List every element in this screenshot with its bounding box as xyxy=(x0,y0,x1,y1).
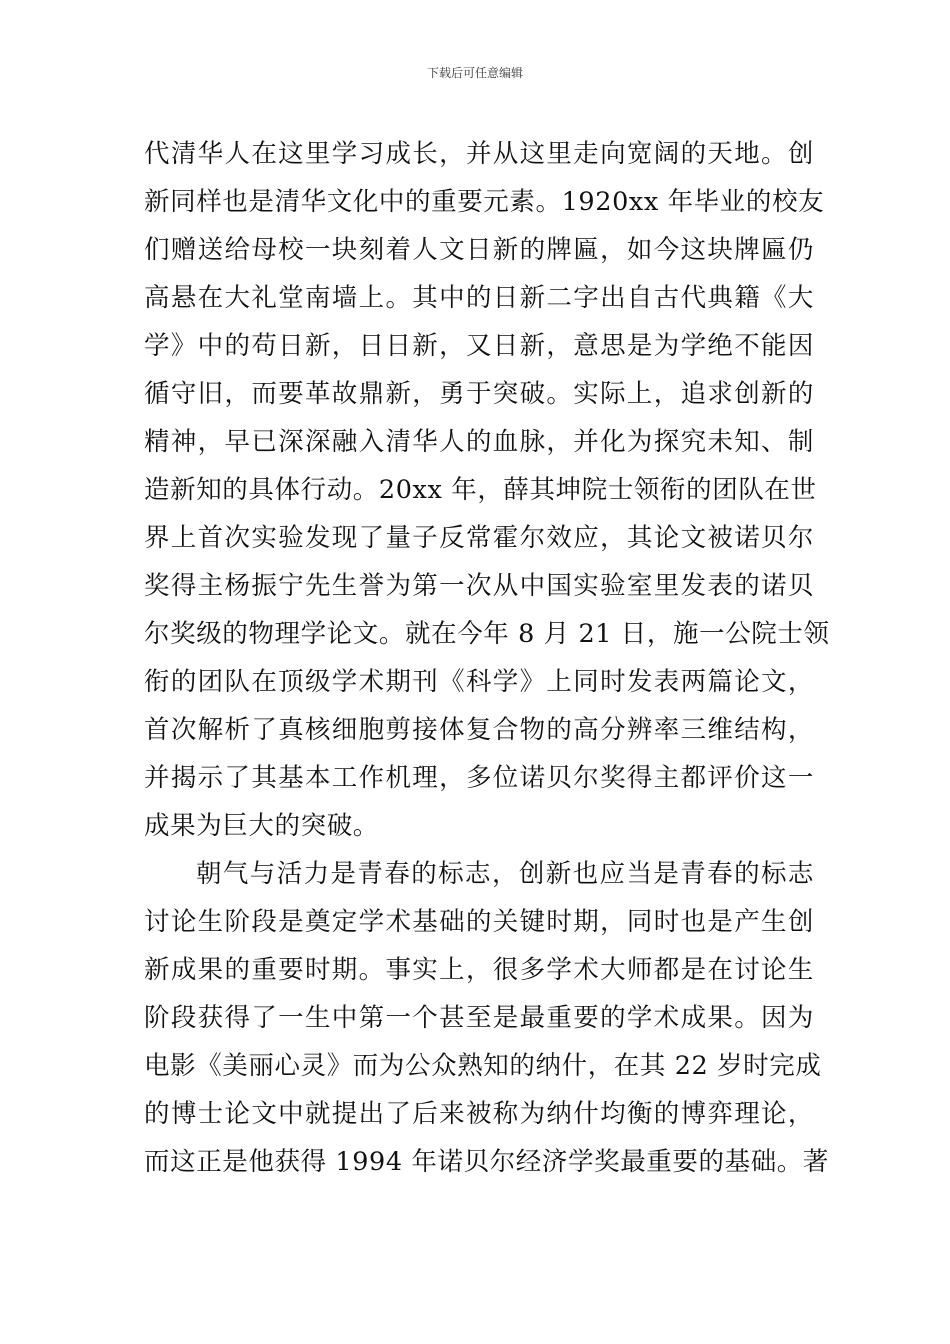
paragraph-line: 而这正是他获得 1994 年诺贝尔经济学奖最重要的基础。著 xyxy=(144,1147,830,1177)
paragraph-line: 精神，早已深深融入清华人的血脉，并化为探究未知、制 xyxy=(144,427,814,457)
paragraph-line: 界上首次实验发现了量子反常霍尔效应，其论文被诺贝尔 xyxy=(144,523,814,553)
paragraph-line: 首次解析了真核细胞剪接体复合物的高分辨率三维结构， xyxy=(144,715,814,745)
paragraph-line: 新成果的重要时期。事实上，很多学术大师都是在讨论生 xyxy=(144,955,814,985)
paragraph-line: 新同样也是清华文化中的重要元素。1920xx 年毕业的校友 xyxy=(144,187,825,217)
paragraph-line: 高悬在大礼堂南墙上。其中的日新二字出自古代典籍《大 xyxy=(144,283,814,313)
paragraph-line: 学》中的苟日新，日日新，又日新，意思是为学绝不能因 xyxy=(144,331,814,361)
paragraph-line: 并揭示了其基本工作机理，多位诺贝尔奖得主都评价这一 xyxy=(144,763,814,793)
paragraph-line: 代清华人在这里学习成长，并从这里走向宽阔的天地。创 xyxy=(144,139,814,169)
paragraph-line: 讨论生阶段是奠定学术基础的关键时期，同时也是产生创 xyxy=(144,907,814,937)
paragraph-line: 朝气与活力是青春的标志，创新也应当是青春的标志 xyxy=(196,859,814,889)
paragraph-line: 循守旧，而要革故鼎新，勇于突破。实际上，追求创新的 xyxy=(144,379,814,409)
paragraph-line: 奖得主杨振宁先生誉为第一次从中国实验室里发表的诺贝 xyxy=(144,571,814,601)
paragraph-2 xyxy=(144,850,830,1186)
paragraph-line: 尔奖级的物理学论文。就在今年 8 月 21 日，施一公院士领 xyxy=(144,619,830,649)
paragraph-line: 阶段获得了一生中第一个甚至是最重要的学术成果。因为 xyxy=(144,1003,814,1033)
paragraph-line: 电影《美丽心灵》而为公众熟知的纳什，在其 22 岁时完成 xyxy=(144,1051,822,1081)
paragraph-line: 衔的团队在顶级学术期刊《科学》上同时发表两篇论文， xyxy=(144,667,814,697)
page-header: 下载后可任意编辑 xyxy=(426,66,523,80)
paragraph-1 xyxy=(144,130,830,850)
paragraph-line: 成果为巨大的突破。 xyxy=(144,811,379,841)
document-body xyxy=(144,130,830,1186)
paragraph-line: 的博士论文中就提出了后来被称为纳什均衡的博弈理论， xyxy=(144,1099,814,1129)
paragraph-line: 们赠送给母校一块刻着人文日新的牌匾，如今这块牌匾仍 xyxy=(144,235,814,265)
paragraph-line: 造新知的具体行动。20xx 年，薛其坤院士领衔的团队在世 xyxy=(144,475,817,505)
